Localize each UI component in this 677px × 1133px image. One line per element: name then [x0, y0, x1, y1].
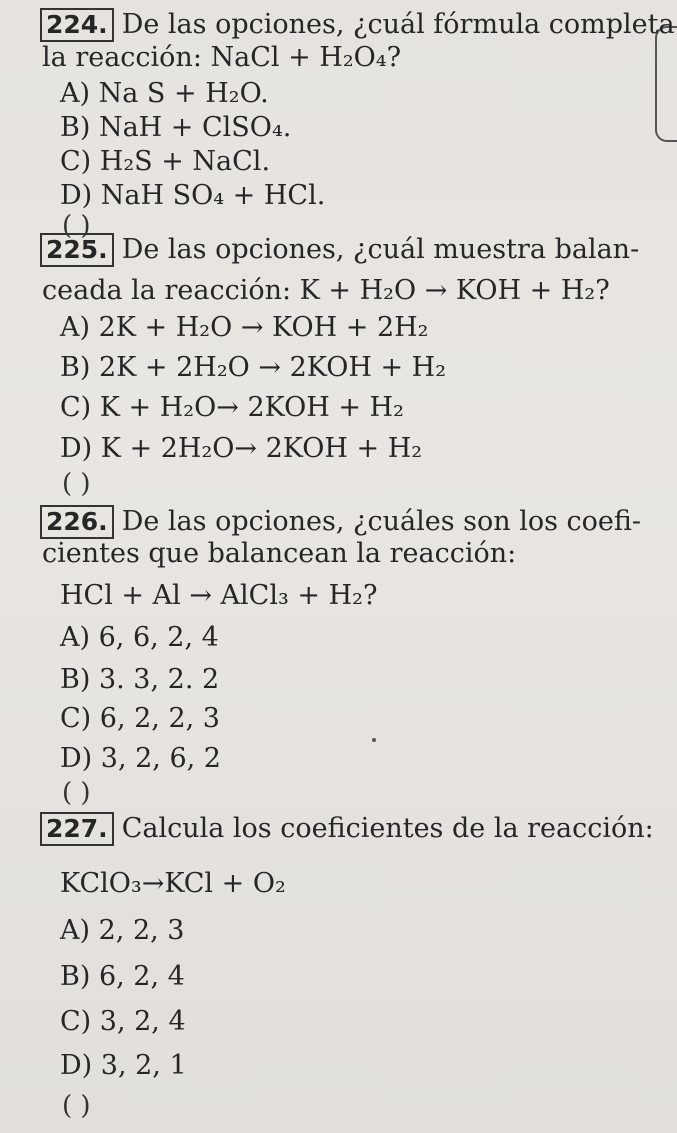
question-225-line-2: ceada la reacción: K + H₂O → KOH + H₂?	[42, 275, 610, 306]
answer-box[interactable]: ( )	[62, 778, 91, 808]
question-227-option-d: D) 3, 2, 1	[60, 1050, 187, 1081]
question-226-line-1	[40, 505, 641, 539]
question-text: De las opciones, ¿cuáles son los coefi-	[121, 506, 642, 537]
question-224-option-b: B) NaH + ClSO₄.	[60, 112, 292, 143]
question-226-line-2: cientes que balancean la reacción:	[42, 538, 517, 569]
question-227-line-2: KClO₃→KCl + O₂	[60, 868, 286, 899]
question-number: 226.	[40, 505, 114, 539]
question-text: Calcula los coeficientes de la reacción:	[121, 813, 654, 844]
answer-box[interactable]: ( )	[62, 211, 91, 241]
question-226-option-b: B) 3. 3, 2. 2	[60, 664, 220, 695]
question-225-option-c: C) K + H₂O→ 2KOH + H₂	[60, 392, 404, 423]
question-225-option-d: D) K + 2H₂O→ 2KOH + H₂	[60, 433, 423, 464]
question-225-option-b: B) 2K + 2H₂O → 2KOH + H₂	[60, 352, 447, 383]
question-number: 227.	[40, 812, 114, 846]
ink-speck	[372, 738, 376, 742]
question-225-line-1	[40, 233, 639, 267]
question-224-line-1	[40, 8, 675, 42]
question-number: 224.	[40, 8, 114, 42]
question-227-option-a: A) 2, 2, 3	[60, 915, 185, 946]
question-224-option-d: D) NaH SO₄ + HCl.	[60, 180, 326, 211]
question-226-option-a: A) 6, 6, 2, 4	[60, 622, 219, 653]
question-227-option-c: C) 3, 2, 4	[60, 1006, 186, 1037]
question-number: 225.	[40, 233, 114, 267]
question-224-option-c: C) H₂S + NaCl.	[60, 146, 271, 177]
question-226-line-3: HCl + Al → AlCl₃ + H₂?	[60, 580, 378, 611]
question-226-option-d: D) 3, 2, 6, 2	[60, 743, 221, 774]
answer-box[interactable]: ( )	[62, 469, 91, 499]
question-226-option-c: C) 6, 2, 2, 3	[60, 703, 220, 734]
question-224-option-a: A) Na S + H₂O.	[60, 78, 269, 109]
question-225-option-a: A) 2K + H₂O → KOH + 2H₂	[60, 312, 429, 343]
question-text: De las opciones, ¿cuál fórmula completa	[121, 9, 675, 40]
question-227-option-b: B) 6, 2, 4	[60, 961, 185, 992]
question-227-line-1	[40, 812, 654, 846]
question-text: De las opciones, ¿cuál muestra balan-	[121, 234, 640, 265]
answer-box[interactable]: ( )	[62, 1091, 91, 1121]
question-224-line-2: la reacción: NaCl + H₂O₄?	[42, 42, 402, 73]
margin-bracket-mark	[655, 26, 677, 142]
